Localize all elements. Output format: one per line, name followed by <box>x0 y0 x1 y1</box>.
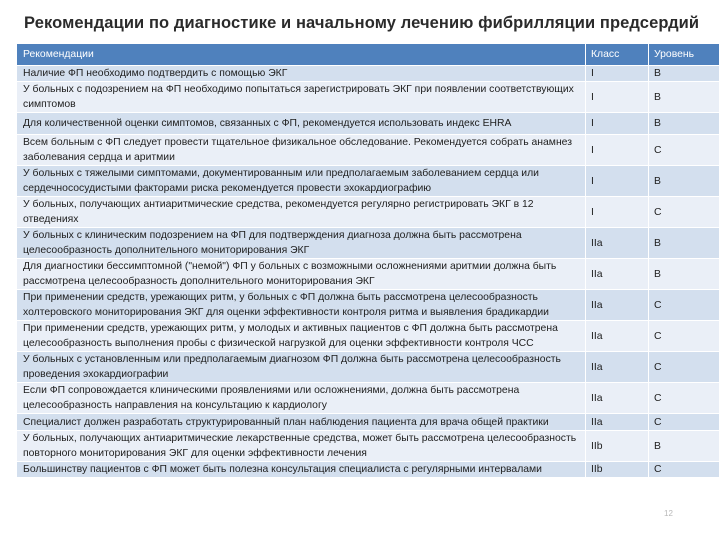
header-class: Класс <box>586 44 649 66</box>
table-row <box>17 135 720 166</box>
row-class: IIa <box>586 383 649 414</box>
header-level: Уровень <box>649 44 720 66</box>
page-number: 12 <box>664 509 673 518</box>
row-class: I <box>586 66 649 82</box>
row-class: I <box>586 113 649 135</box>
row-level: B <box>649 66 720 82</box>
row-class: I <box>586 135 649 166</box>
row-class: I <box>586 166 649 197</box>
row-level: C <box>649 197 720 228</box>
row-class: I <box>586 197 649 228</box>
row-recommendation: У больных с установленным или предполагаемым диагнозом ФП должна быть рассмотрена целесообразность проведения эхокардиографии <box>17 352 586 383</box>
slide-title: Рекомендации по диагностике и начальному лечению фибрилляции предсердий <box>24 14 700 32</box>
row-recommendation: Наличие ФП необходимо подтвердить с помощью ЭКГ <box>17 66 586 82</box>
row-recommendation: У больных с клиническим подозрением на ФП для подтверждения диагноза должна быть рассмотрена целесообразность дополнительного мониторирования ЭКГ <box>17 228 586 259</box>
row-recommendation: Большинству пациентов с ФП может быть полезна консультация специалиста с регулярными интервалами <box>17 462 586 478</box>
row-recommendation: При применении средств, урежающих ритм, у больных с ФП должна быть рассмотрена целесообразность холтеровского мониторирования ЭКГ для оценки эффективности контроля ритма и выявления брадикардии <box>17 290 586 321</box>
row-class: IIb <box>586 462 649 478</box>
row-recommendation: У больных с тяжелыми симптомами, документированным или предполагаемым заболеванием сердца или сердечнососудистыми факторами риска рекомендуется провести эхокардиографию <box>17 166 586 197</box>
table-row <box>17 462 720 478</box>
table-row <box>17 197 720 228</box>
row-level: B <box>649 431 720 462</box>
row-recommendation: У больных, получающих антиаритмические лекарственные средства, может быть рассмотрена целесообразность повторного мониторирования ЭКГ для оценки эффективности лечения <box>17 431 586 462</box>
row-recommendation: Специалист должен разработать структурированный план наблюдения пациента для врача общей практики <box>17 414 586 431</box>
row-level: B <box>649 82 720 113</box>
table-header-row <box>17 44 720 66</box>
row-level: C <box>649 352 720 383</box>
row-level: C <box>649 383 720 414</box>
row-level: B <box>649 166 720 197</box>
row-level: B <box>649 113 720 135</box>
row-level: B <box>649 228 720 259</box>
row-class: IIb <box>586 431 649 462</box>
table-row <box>17 414 720 431</box>
row-class: IIa <box>586 290 649 321</box>
row-level: B <box>649 259 720 290</box>
row-class: IIa <box>586 228 649 259</box>
row-recommendation: Если ФП сопровождается клиническими проявлениями или осложнениями, должна быть рассмотрена целесообразность направления на консультацию к кардиологу <box>17 383 586 414</box>
row-recommendation: У больных с подозрением на ФП необходимо попытаться зарегистрировать ЭКГ при появлении соответствующих симптомов <box>17 82 586 113</box>
table-row <box>17 383 720 414</box>
row-class: I <box>586 82 649 113</box>
row-recommendation: При применении средств, урежающих ритм, у молодых и активных пациентов с ФП должна быть рассмотрена целесообразность выполнения пробы с физической нагрузкой для оценки эффективности контроля ЧСС <box>17 321 586 352</box>
row-recommendation: Для количественной оценки симптомов, связанных с ФП, рекомендуется использовать индекс EHRA <box>17 113 586 135</box>
row-level: C <box>649 414 720 431</box>
row-class: IIa <box>586 321 649 352</box>
table-row <box>17 66 720 82</box>
row-class: IIa <box>586 414 649 431</box>
row-level: C <box>649 321 720 352</box>
row-recommendation: Для диагностики бессимптомной ("немой") ФП у больных с возможными осложнениями аритмии должна быть рассмотрена целесообразность дополнительного мониторирования ЭКГ <box>17 259 586 290</box>
row-level: C <box>649 462 720 478</box>
table-row <box>17 113 720 135</box>
table-row <box>17 259 720 290</box>
recommendations-table <box>16 43 720 478</box>
row-recommendation: У больных, получающих антиаритмические средства, рекомендуется регулярно регистрировать ЭКГ в 12 отведениях <box>17 197 586 228</box>
table-row <box>17 431 720 462</box>
row-level: C <box>649 290 720 321</box>
table-row <box>17 321 720 352</box>
table-row <box>17 82 720 113</box>
row-level: C <box>649 135 720 166</box>
row-class: IIa <box>586 352 649 383</box>
table-row <box>17 290 720 321</box>
table-row <box>17 228 720 259</box>
row-recommendation: Всем больным с ФП следует провести тщательное физикальное обследование. Рекомендуется собрать анамнез заболевания сердца и аритмии <box>17 135 586 166</box>
table-row <box>17 166 720 197</box>
row-class: IIa <box>586 259 649 290</box>
header-recommendations: Рекомендации <box>17 44 586 66</box>
table-row <box>17 352 720 383</box>
